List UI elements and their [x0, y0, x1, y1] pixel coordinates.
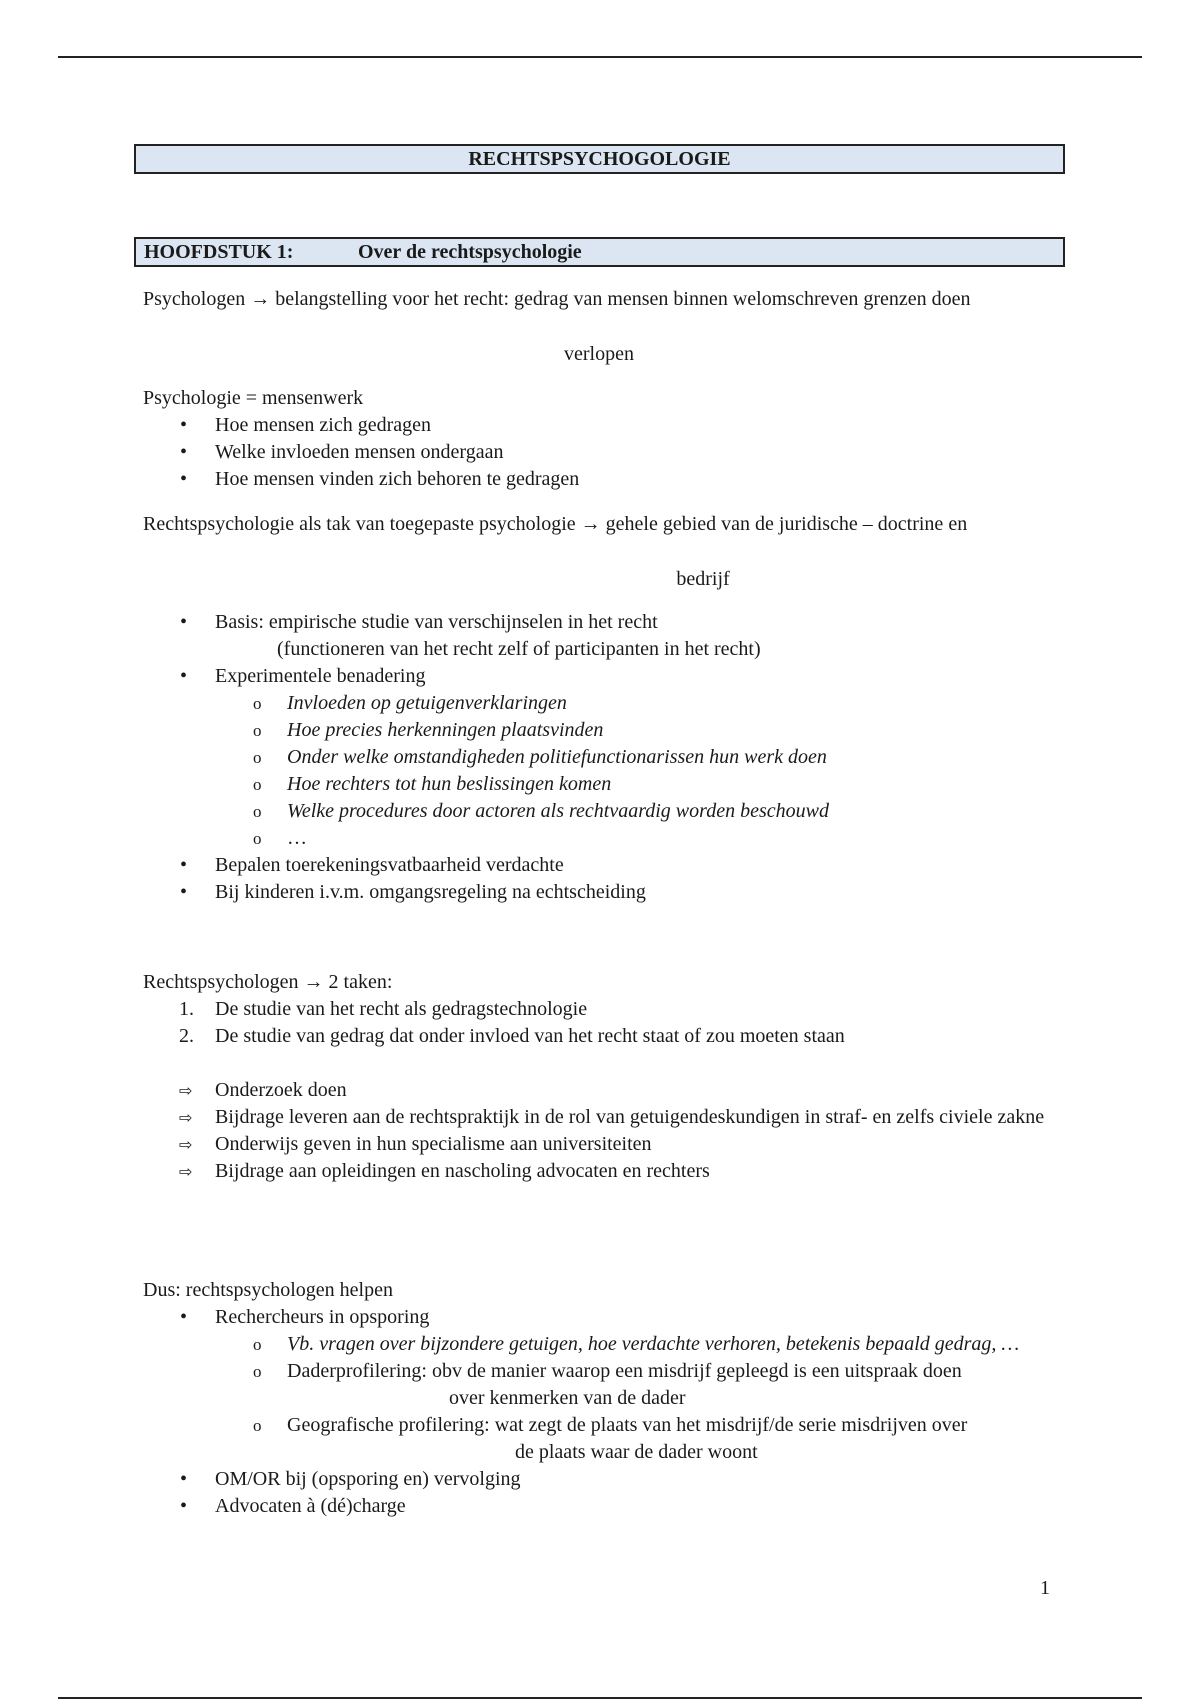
- list-item: ⇨ Bijdrage leveren aan de rechtspraktijk in de rol van getuigendeskundigen in straf- en zelfs civiele zakne: [143, 1104, 1055, 1131]
- list-item: o Daderprofilering: obv de manier waarop een misdrijf gepleegd is een uitspraak doen over kenmerken van de dader: [143, 1358, 1055, 1412]
- tasks-list: [143, 996, 1055, 1050]
- list-item: • Bepalen toerekeningsvatbaarheid verdachte: [143, 852, 1055, 879]
- applied-paragraph: Rechtspsychologie als tak van toegepaste psychologie → gehele gebied van de juridische – doctrine en: [143, 513, 968, 535]
- applied-paragraph-cont: bedrijf: [676, 568, 730, 590]
- chapter-number: HOOFDSTUK 1:: [144, 241, 294, 263]
- tasks-arrow-list: [143, 1077, 1055, 1185]
- list-item: o Welke procedures door actoren als rechtvaardig worden beschouwd: [143, 798, 1055, 825]
- research-section: [143, 609, 1055, 906]
- footer-rule: [58, 1697, 1142, 1699]
- help-heading: Dus: rechtspsychologen helpen: [143, 1279, 393, 1301]
- list-item: 1. De studie van het recht als gedragstechnologie: [179, 998, 588, 1020]
- chapter-heading: [134, 237, 1065, 267]
- tasks-heading: Rechtspsychologen → 2 taken:: [143, 971, 393, 993]
- list-item: • Hoe mensen zich gedragen: [143, 412, 1055, 439]
- list-item: • OM/OR bij (opsporing en) vervolging: [143, 1466, 1055, 1493]
- list-item: ⇨ Bijdrage aan opleidingen en nascholing advocaten en rechters: [143, 1158, 1055, 1185]
- basis-sub: (functioneren van het recht zelf of participanten in het recht): [277, 638, 761, 660]
- experimental-list: [143, 690, 1055, 852]
- page-number: 1: [1040, 1577, 1050, 1599]
- list-item: • Welke invloeden mensen ondergaan: [143, 439, 1055, 466]
- list-item: ⇨ Onderwijs geven in hun specialisme aan universiteiten: [143, 1131, 1055, 1158]
- psychology-section: [143, 385, 1055, 493]
- list-item: o Hoe rechters tot hun beslissingen komen: [143, 771, 1055, 798]
- list-item: ⇨ Onderzoek doen: [143, 1077, 1055, 1104]
- help-section: [143, 1277, 1055, 1520]
- psychology-list: [143, 412, 1055, 493]
- document-title: RECHTSPSYCHOGOLOGIE: [134, 144, 1065, 174]
- list-item: o Vb. vragen over bijzondere getuigen, hoe verdachte verhoren, betekenis bepaald gedrag, …: [143, 1331, 1055, 1358]
- list-item: • Experimentele benadering: [143, 663, 1055, 690]
- tasks-section: [143, 969, 1055, 1185]
- intro-paragraph: Psychologen → belangstelling voor het recht: gedrag van mensen binnen welomschreven grenzen doen: [143, 288, 971, 310]
- list-item: 2. De studie van gedrag dat onder invloed van het recht staat of zou moeten staan: [179, 1025, 845, 1047]
- list-item: • Advocaten à (dé)charge: [143, 1493, 1055, 1520]
- psychology-heading: Psychologie = mensenwerk: [143, 387, 364, 409]
- list-item: o …: [143, 825, 1055, 852]
- intro-paragraph-cont: verlopen: [564, 343, 634, 365]
- list-item: o Invloeden op getuigenverklaringen: [143, 690, 1055, 717]
- list-item: • Bij kinderen i.v.m. omgangsregeling na echtscheiding: [143, 879, 1055, 906]
- list-item: o Geografische profilering: wat zegt de plaats van het misdrijf/de serie misdrijven over de plaats waar de dader woont: [143, 1412, 1055, 1466]
- list-item: • Hoe mensen vinden zich behoren te gedragen: [143, 466, 1055, 493]
- list-item: o Onder welke omstandigheden politiefunctionarissen hun werk doen: [143, 744, 1055, 771]
- basis-label: • Basis: empirische studie van verschijnselen in het recht: [215, 611, 658, 633]
- list-item: • Rechercheurs in opsporing: [143, 1304, 1055, 1331]
- header-rule: [58, 56, 1142, 58]
- list-item: o Hoe precies herkenningen plaatsvinden: [143, 717, 1055, 744]
- chapter-title: Over de rechtspsychologie: [358, 241, 582, 263]
- list-item: [143, 609, 1055, 663]
